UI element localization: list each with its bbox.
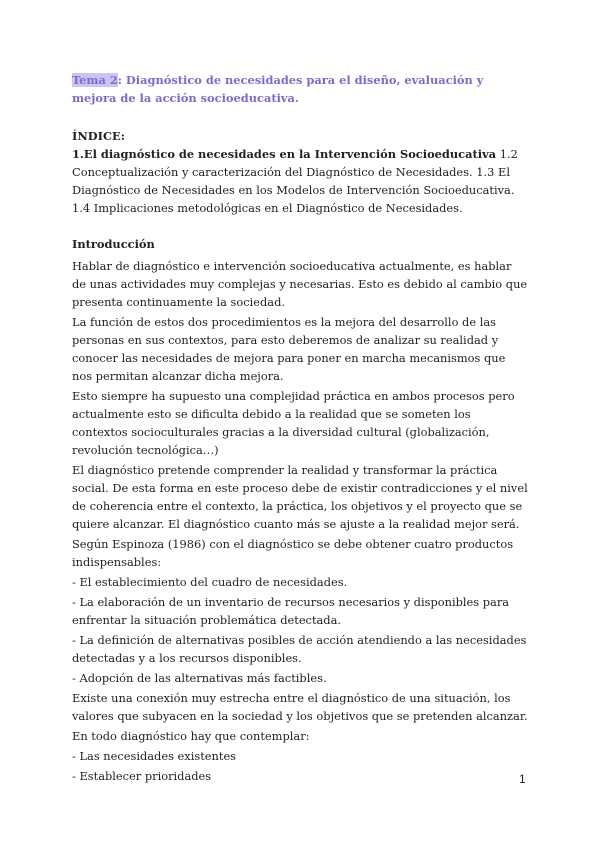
document-page: [72, 71, 528, 787]
intro-paragraph: La función de estos dos procedimientos es la mejora del desarrollo de las personas en sus contextos, para esto deberemos de analizar su realidad y conocer las necesidades de mejora para poner en marcha mecanismos que nos permitan alcanzar dicha mejora.: [72, 315, 506, 383]
intro-paragraph: - Adopción de las alternativas más factibles.: [72, 671, 327, 685]
title-text: : Diagnóstico de necesidades para el diseño, evaluación y mejora de la acción socioeducativa.: [72, 73, 484, 105]
intro-paragraph: En todo diagnóstico hay que contemplar:: [72, 729, 310, 743]
index-first-item: 1.El diagnóstico de necesidades en la Intervención Socioeducativa: [72, 147, 497, 161]
intro-paragraph: Existe una conexión muy estrecha entre el diagnóstico de una situación, los valores que subyacen en la sociedad y los objetivos que se pretenden alcanzar.: [72, 691, 528, 723]
index-rest: 1.2 Conceptualización y caracterización del Diagnóstico de Necesidades. 1.3 El Diagnóstico de Necesidades en los Modelos de Intervención Socioeducativa. 1.4 Implicaciones metodológicas en el Diagnóstico de Necesidades.: [72, 147, 518, 215]
intro-paragraph: Esto siempre ha supuesto una complejidad práctica en ambos procesos pero actualmente esto se dificulta debido a la realidad que se someten los contextos socioculturales gracias a la diversidad cultural (globalización, revolución tecnológica…): [72, 389, 515, 457]
intro-paragraph: Según Espinoza (1986) con el diagnóstico se debe obtener cuatro productos indispensables:: [72, 537, 514, 569]
intro-paragraph: - Establecer prioridades: [72, 769, 212, 783]
index-heading: ÍNDICE:: [72, 129, 125, 143]
intro-paragraph: - El establecimiento del cuadro de necesidades.: [72, 575, 348, 589]
index-list: [72, 145, 528, 217]
title-highlight: Tema 2: [72, 73, 118, 87]
intro-body: [72, 257, 528, 785]
intro-heading: Introducción: [72, 237, 155, 251]
page-number: 1: [519, 772, 526, 786]
document-title: [72, 71, 528, 107]
intro-paragraph: - La definición de alternativas posibles de acción atendiendo a las necesidades detectadas y a los recursos disponibles.: [72, 633, 527, 665]
intro-paragraph: - La elaboración de un inventario de recursos necesarios y disponibles para enfrentar la situación problemática detectada.: [72, 595, 510, 627]
intro-paragraph: El diagnóstico pretende comprender la realidad y transformar la práctica social. De esta forma en este proceso debe de existir contradicciones y el nivel de coherencia entre el contexto, la práctica, los objetivos y el proyecto que se quiere alcanzar. El diagnóstico cuanto más se ajuste a la realidad mejor será.: [72, 463, 528, 531]
intro-paragraph: - Las necesidades existentes: [72, 749, 237, 763]
intro-paragraph: Hablar de diagnóstico e intervención socioeducativa actualmente, es hablar de unas actividades muy complejas y necesarias. Esto es debido al cambio que presenta continuamente la sociedad.: [72, 259, 528, 309]
